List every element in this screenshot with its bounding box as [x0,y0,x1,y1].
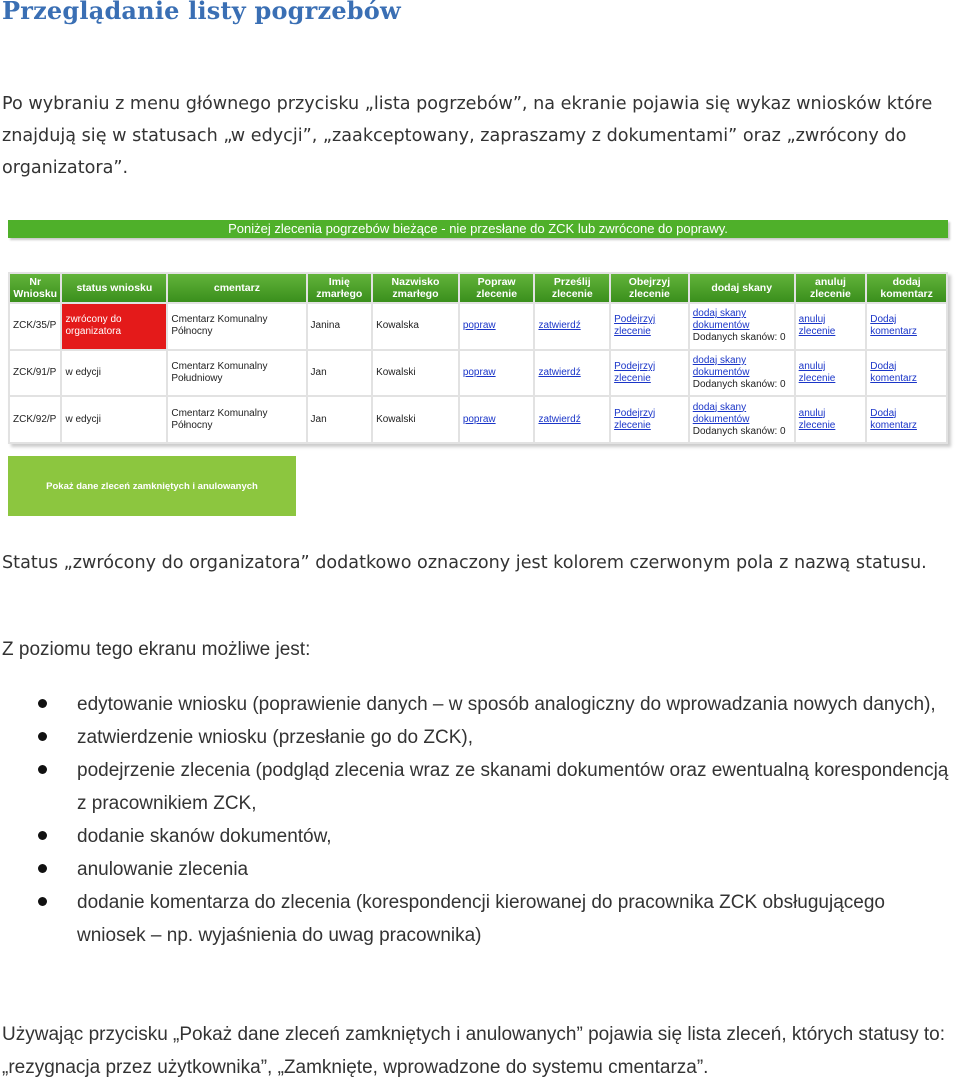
header-nr: Nr Wniosku [10,274,60,302]
table-header-row [10,274,946,302]
add-comment-link[interactable]: Dodaj komentarz [870,360,917,384]
edit-link[interactable]: popraw [462,413,496,425]
bullet-icon [38,699,47,708]
cell-cemetery: Cmentarz Komunalny Północny [168,304,305,349]
edit-link[interactable]: popraw [462,320,496,332]
cell-first-name: Jan [308,351,372,396]
list-item-text: anulowanie zlecenia [77,859,249,880]
list-item [0,754,958,820]
table-row [10,304,946,349]
table-row [10,397,946,442]
cell-last-name: Kowalski [373,351,458,396]
add-scans-link[interactable]: dodaj skany dokumentów [692,401,750,425]
list-item-text: dodanie komentarza do zlecenia (korespondencji kierowanej do pracownika ZCK obsługującego wniosek – np. wyjaśnienia do uwag pracownika) [77,892,885,946]
bullet-icon [38,897,47,906]
list-item-text: podejrzenie zlecenia (podgląd zlecenia wraz ze skanami dokumentów oraz ewentualną korespondencją z pracownikiem ZCK, [77,760,949,814]
add-comment-link[interactable]: Dodaj komentarz [870,314,917,338]
header-status: status wniosku [62,274,166,302]
intro-paragraph: Po wybraniu z menu głównego przycisku „lista pogrzebów”, na ekranie pojawia się wykaz wniosków które znajdują się w statusach „w edycji”, „zaakceptowany, zapraszamy z dokumentami” oraz „zwrócony do organizatora”. [2,94,933,178]
header-edit: Popraw zlecenie [460,274,534,302]
list-item-text: dodanie skanów dokumentów, [77,826,332,847]
view-order-link[interactable]: Podejrzyj zlecenie [614,407,656,431]
cell-nr: ZCK/35/P [10,304,60,349]
cell-last-name: Kowalska [373,304,458,349]
funeral-list-table [8,272,948,444]
header-scans: dodaj skany [690,274,794,302]
cell-edit [460,397,534,442]
header-submit: Prześlij zlecenie [535,274,609,302]
cancel-order-link[interactable]: anuluj zlecenie [798,314,836,338]
list-item [0,688,958,721]
bullet-icon [38,765,47,774]
cell-nr: ZCK/91/P [10,351,60,396]
approve-link[interactable]: zatwierdź [538,366,581,378]
cell-status-returned: zwrócony do organizatora [62,304,166,349]
cell-scans [690,304,794,349]
header-last-name: Nazwisko zmarłego [373,274,458,302]
header-view: Obejrzyj zlecenie [611,274,688,302]
cell-cancel [796,397,866,442]
view-order-link[interactable]: Podejrzyj zlecenie [614,314,656,338]
cell-edit [460,304,534,349]
cell-status: w edycji [62,351,166,396]
cell-view [611,351,688,396]
cell-first-name: Janina [308,304,372,349]
bullet-icon [38,864,47,873]
options-intro: Z poziomu tego ekranu możliwe jest: [2,639,311,660]
cancel-order-link[interactable]: anuluj zlecenie [798,407,836,431]
list-item [0,886,958,952]
cell-first-name: Jan [308,397,372,442]
status-note: Status „zwrócony do organizatora” dodatkowo oznaczony jest kolorem czerwonym pola z nazwą statusu. [2,553,927,573]
scans-count: Dodanych skanów: 0 [692,378,786,390]
header-cancel: anuluj zlecenie [796,274,866,302]
bullet-icon [38,831,47,840]
cell-cemetery: Cmentarz Komunalny Południowy [168,351,305,396]
list-item [0,820,958,853]
scans-count: Dodanych skanów: 0 [692,425,786,437]
add-scans-link[interactable]: dodaj skany dokumentów [692,308,750,332]
cell-submit [535,397,609,442]
table-banner: Poniżej zlecenia pogrzebów bieżące - nie przesłane do ZCK lub zwrócone do poprawy. [8,220,948,238]
options-list [0,688,958,952]
page-title: Przeglądanie listy pogrzebów [2,0,401,25]
approve-link[interactable]: zatwierdź [538,320,581,332]
cell-cancel [796,351,866,396]
cell-status: w edycji [62,397,166,442]
header-first-name: Imię zmarłego [308,274,372,302]
cell-edit [460,351,534,396]
cell-cemetery: Cmentarz Komunalny Północny [168,397,305,442]
list-item [0,721,958,754]
cell-last-name: Kowalski [373,397,458,442]
approve-link[interactable]: zatwierdź [538,413,581,425]
scans-count: Dodanych skanów: 0 [692,332,786,344]
cell-scans [690,397,794,442]
cell-comment [867,351,946,396]
view-order-link[interactable]: Podejrzyj zlecenie [614,360,656,384]
add-comment-link[interactable]: Dodaj komentarz [870,407,917,431]
cell-comment [867,397,946,442]
cell-cancel [796,304,866,349]
header-cemetery: cmentarz [168,274,305,302]
cell-nr: ZCK/92/P [10,397,60,442]
table-row [10,351,946,396]
cell-submit [535,351,609,396]
cell-scans [690,351,794,396]
cancel-order-link[interactable]: anuluj zlecenie [798,360,836,384]
add-scans-link[interactable]: dodaj skany dokumentów [692,354,750,378]
cell-view [611,397,688,442]
list-item [0,853,958,886]
edit-link[interactable]: popraw [462,366,496,378]
closing-paragraph: Używając przycisku „Pokaż dane zleceń zamkniętych i anulowanych” pojawia się lista zleceń, których statusy to: „rezygnacja przez użytkownika”, „Zamknięte, wprowadzone do systemu cmentarza”. [2,1024,946,1078]
cell-comment [867,304,946,349]
list-item-text: zatwierdzenie wniosku (przesłanie go do ZCK), [77,727,474,748]
header-comment: dodaj komentarz [867,274,946,302]
show-closed-orders-button[interactable]: Pokaż dane zleceń zamkniętych i anulowanych [8,456,296,516]
cell-view [611,304,688,349]
bullet-icon [38,732,47,741]
list-item-text: edytowanie wniosku (poprawienie danych – w sposób analogiczny do wprowadzania nowych danych), [77,694,936,715]
cell-submit [535,304,609,349]
